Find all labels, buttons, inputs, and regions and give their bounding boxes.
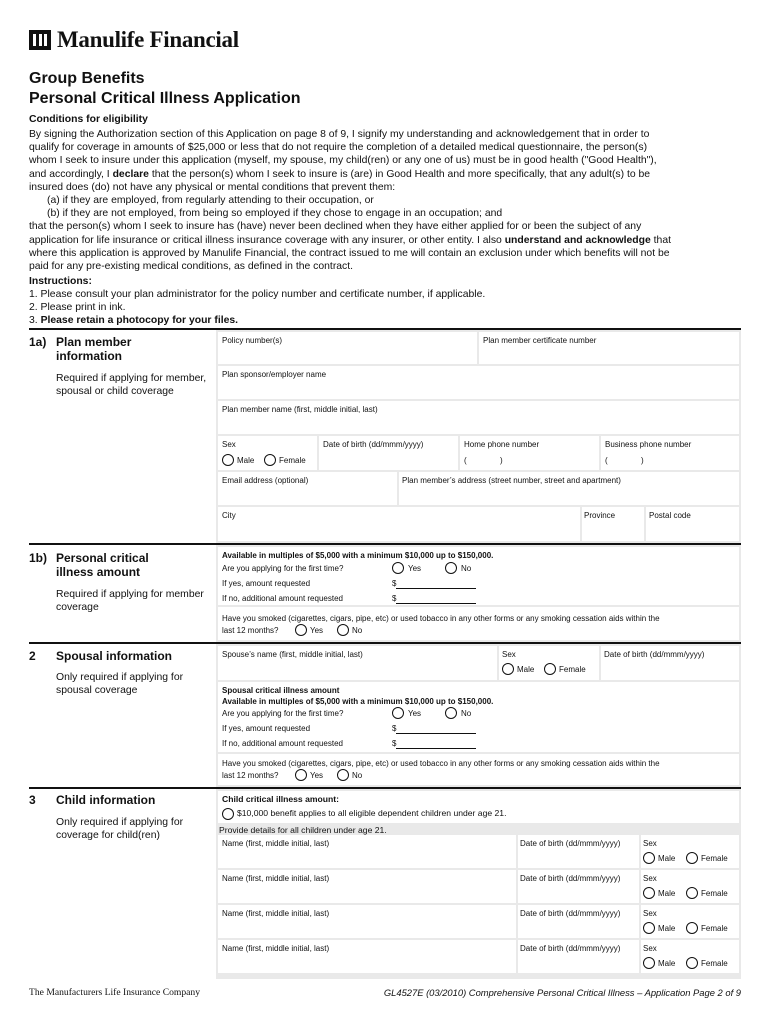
spouse-smoke-yes-radio[interactable]: [295, 769, 307, 781]
home-phone-field[interactable]: Home phone number ( ): [460, 436, 599, 470]
section-1b-note: Required if applying for member coverage: [56, 589, 204, 613]
conditions-line: that the person(s) whom I seek to insure has (have) never been declined when they have either applied for or been the subject of any: [29, 221, 642, 233]
email-field[interactable]: Email address (optional): [218, 472, 397, 505]
child-dob-field[interactable]: Date of birth (dd/mmm/yyyy): [518, 835, 639, 868]
child-male-radio[interactable]: [643, 957, 655, 969]
section-3-number: 3: [29, 793, 36, 807]
amount-requested-input[interactable]: [396, 580, 476, 589]
child-sex-field: Sex Male Female: [641, 870, 739, 903]
smoke-no-radio[interactable]: [337, 624, 349, 636]
child-sex-field: Sex Male Female: [641, 905, 739, 938]
child-dob-field[interactable]: Date of birth (dd/mmm/yyyy): [518, 940, 639, 973]
section-1b-number: 1b): [29, 551, 47, 565]
logo-text: Manulife Financial: [57, 27, 239, 52]
spouse-smoke-no-radio[interactable]: [337, 769, 349, 781]
section-1a-note: Required if applying for member, spousal or child coverage: [56, 373, 207, 397]
title-application: Personal Critical Illness Application: [29, 90, 301, 107]
female-radio[interactable]: [264, 454, 276, 466]
child-dob-field[interactable]: Date of birth (dd/mmm/yyyy): [518, 870, 639, 903]
instruction-item: 3. Please retain a photocopy for your files.: [29, 315, 239, 326]
address-field[interactable]: Plan member’s address (street number, street and apartment): [399, 472, 739, 505]
plan-member-panel: [216, 330, 741, 543]
child-male-radio[interactable]: [643, 922, 655, 934]
conditions-line: and accordingly, I declare that the person(s) whom I seek to insure is (are) in Good Health and more specifically, that any adult(s) to be: [29, 168, 651, 180]
spousal-panel: [216, 644, 741, 787]
section-3-note: Only required if applying for coverage for child(ren): [56, 817, 184, 841]
conditions-line: qualify for coverage in amounts of $25,000 or less that do not require the completion of a detailed medical questionnaire, the person(s): [29, 142, 648, 154]
section-2-note: Only required if applying for spousal coverage: [56, 672, 184, 696]
manulife-logo-icon: [29, 30, 51, 50]
child-female-radio[interactable]: [686, 922, 698, 934]
conditions-line: (b) if they are not employed, from being so employed if they chose to engage in an occupation; and: [47, 208, 503, 220]
date-of-birth-field[interactable]: Date of birth (dd/mmm/yyyy): [319, 436, 458, 470]
child-dob-field[interactable]: Date of birth (dd/mmm/yyyy): [518, 905, 639, 938]
spouse-additional-input[interactable]: [396, 740, 476, 749]
section-3-title: Child information: [56, 793, 156, 807]
spouse-dob-field[interactable]: Date of birth (dd/mmm/yyyy): [601, 646, 739, 680]
conditions-line: By signing the Authorization section of this Application on page 8 of 9, I signify my understanding and acknowledgement that in order to: [29, 129, 650, 140]
personal-ci-amount-box: Available in multiples of $5,000 with a minimum $10,000 up to $150,000. Are you applying for the first time? Yes No If yes, amount requested $ If no, additional amount requested $: [218, 547, 739, 605]
conditions-line: insured does (do) not have any physical or mental conditions that prevent them:: [29, 181, 396, 193]
section-2-number: 2: [29, 649, 36, 663]
footer-form-id: GL4527E (03/2010) Comprehensive Personal Critical Illness – Application Page 2 of 9: [383, 987, 741, 998]
yes-radio[interactable]: [392, 562, 404, 574]
conditions-line: (a) if they are employed, from regularly attending to their occupation, or: [47, 195, 374, 207]
instruction-item: 1. Please consult your plan administrator for the policy number and certificate number, if applicable.: [29, 289, 486, 300]
policy-number-field[interactable]: Policy number(s): [218, 332, 477, 364]
conditions-heading: Conditions for eligibility: [29, 114, 148, 125]
male-radio[interactable]: [222, 454, 234, 466]
spouse-amount-input[interactable]: [396, 725, 476, 734]
no-radio[interactable]: [445, 562, 457, 574]
smoking-question-box: Have you smoked (cigarettes, cigars, pipe, etc) or used tobacco in any other forms or any smoking cessation aids within the last 12 months? Yes No: [218, 607, 739, 640]
child-name-field[interactable]: Name (first, middle initial, last): [218, 835, 516, 868]
conditions-text: [29, 128, 741, 273]
child-sex-field: Sex Male Female: [641, 835, 739, 868]
business-phone-field[interactable]: Business phone number ( ): [601, 436, 739, 470]
spouse-male-radio[interactable]: [502, 663, 514, 675]
conditions-line: paid for any pre-existing medical conditions, as defined in the contract.: [29, 261, 354, 273]
child-female-radio[interactable]: [686, 852, 698, 864]
child-male-radio[interactable]: [643, 852, 655, 864]
postal-code-field[interactable]: Postal code: [646, 507, 739, 541]
section-1a-title: Plan member information: [56, 335, 132, 363]
smoke-yes-radio[interactable]: [295, 624, 307, 636]
spouse-sex-field: Sex Male Female: [499, 646, 599, 680]
conditions-line: application for life insurance or critical illness insurance coverage with any insurer, or other entity. I also understand and acknowledge that: [29, 234, 671, 246]
spousal-ci-amount-box: Spousal critical illness amount Available in multiples of $5,000 with a minimum $10,000 up to $150,000. Are you applying for the first time? Yes No If yes, amount requested $ If no, additional amount requested $: [218, 682, 739, 752]
sex-field: Sex Male Female: [218, 436, 317, 470]
child-female-radio[interactable]: [686, 887, 698, 899]
plan-sponsor-field[interactable]: Plan sponsor/employer name: [218, 366, 739, 399]
spouse-yes-radio[interactable]: [392, 707, 404, 719]
child-name-field[interactable]: Name (first, middle initial, last): [218, 870, 516, 903]
child-male-radio[interactable]: [643, 887, 655, 899]
certificate-number-field[interactable]: Plan member certificate number: [479, 332, 739, 364]
instructions-heading: Instructions:: [29, 276, 92, 287]
section-2-title: Spousal information: [56, 649, 173, 663]
section-1a-number: 1a): [29, 335, 47, 349]
city-field[interactable]: City: [218, 507, 580, 541]
child-panel: [216, 789, 741, 979]
child-ci-amount-box: Child critical illness amount: $10,000 benefit applies to all eligible dependent children under age 21.: [218, 791, 739, 823]
section-1b-title: Personal critical illness amount: [56, 551, 149, 579]
child-provide-text: Provide details for all children under age 21.: [219, 825, 387, 835]
instruction-item: 2. Please print in ink.: [29, 302, 126, 313]
child-name-field[interactable]: Name (first, middle initial, last): [218, 940, 516, 973]
spouse-female-radio[interactable]: [544, 663, 556, 675]
spouse-smoking-box: Have you smoked (cigarettes, cigars, pipe, etc) or used tobacco in any other forms or any smoking cessation aids within the last 12 months? Yes No: [218, 754, 739, 785]
child-sex-field: Sex Male Female: [641, 940, 739, 973]
personal-ci-panel: [216, 545, 741, 642]
footer-company: The Manufacturers Life Insurance Company: [29, 987, 201, 998]
conditions-line: where this application is approved by Manulife Financial, the contract issued to me will contain an exclusion under which benefits will not be: [29, 247, 670, 259]
plan-member-name-field[interactable]: Plan member name (first, middle initial, last): [218, 401, 739, 434]
spouse-name-field[interactable]: Spouse’s name (first, middle initial, last): [218, 646, 497, 680]
child-name-field[interactable]: Name (first, middle initial, last): [218, 905, 516, 938]
additional-amount-input[interactable]: [396, 595, 476, 604]
title-group-benefits: Group Benefits: [29, 70, 145, 87]
province-field[interactable]: Province: [582, 507, 644, 541]
child-female-radio[interactable]: [686, 957, 698, 969]
child-benefit-radio[interactable]: [222, 808, 234, 820]
spouse-no-radio[interactable]: [445, 707, 457, 719]
conditions-line: whom I seek to insure under this application (myself, my spouse, my child(ren) or any one of us) must be in good health ("Good Health"),: [29, 155, 657, 167]
manulife-logo: [29, 27, 239, 53]
